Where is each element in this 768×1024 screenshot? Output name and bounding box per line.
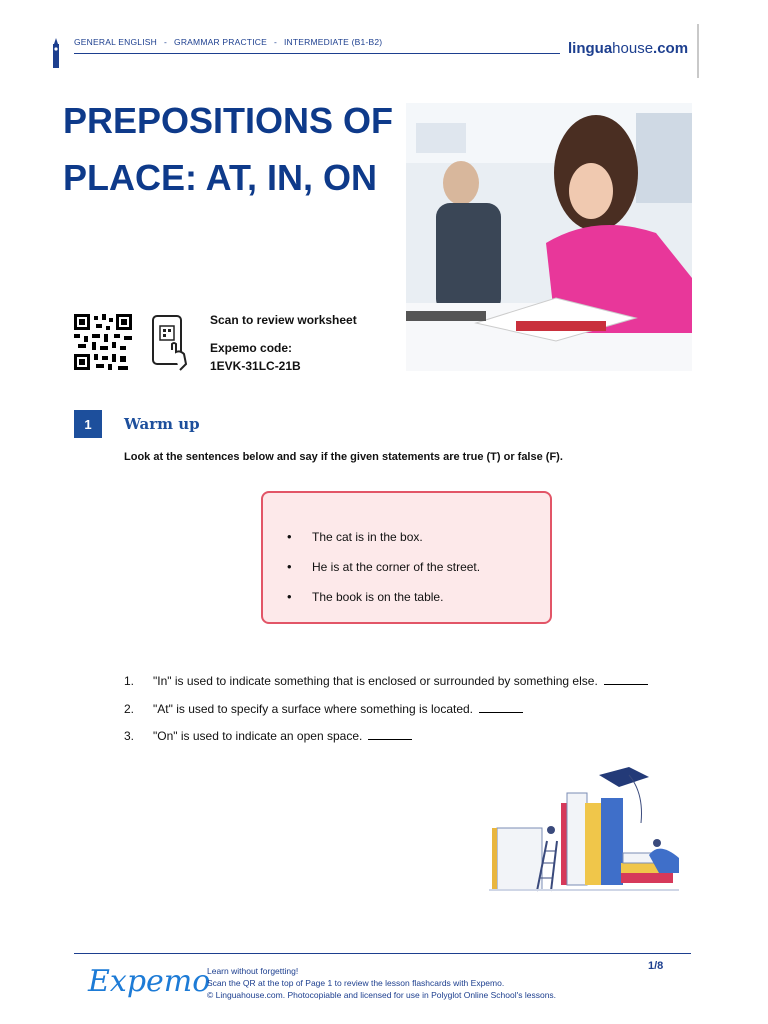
statement-item: 3. "On" is used to indicate an open space. [124, 723, 648, 751]
page-title: PREPOSITIONS OF PLACE: AT, IN, ON [63, 100, 394, 198]
section-number-badge: 1 [74, 410, 102, 438]
breadcrumb: GENERAL ENGLISH - GRAMMAR PRACTICE - INTERMEDIATE (B1-B2) [74, 37, 383, 47]
section-title: Warm up [124, 415, 200, 433]
header-vertical-rule [697, 24, 699, 78]
breadcrumb-level[interactable]: GENERAL ENGLISH [74, 37, 157, 47]
instruction-text: Look at the sentences below and say if the given statements are true (T) or false (F). [124, 451, 563, 463]
linguahouse-logo[interactable]: linguahouse.com [568, 40, 689, 57]
phone-scan-icon [150, 314, 192, 372]
answer-blank[interactable] [604, 673, 648, 685]
statement-item: 2. "At" is used to specify a surface where something is located. [124, 696, 648, 724]
example-sentence: • The cat is in the box. [287, 522, 480, 552]
statement-text: "In" is used to indicate something that is enclosed or surrounded by something else. [153, 674, 598, 688]
student-reading-photo [406, 103, 692, 371]
header-divider [74, 53, 560, 54]
breadcrumb-grade[interactable]: INTERMEDIATE (B1-B2) [284, 37, 383, 47]
breadcrumb-topic[interactable]: GRAMMAR PRACTICE [174, 37, 267, 47]
footer-copyright: © Linguahouse.com. Photocopiable and licensed for use in Polyglot Online School's lessons. [207, 990, 557, 1000]
example-sentence: • The book is on the table. [287, 582, 480, 612]
example-sentences-box [261, 491, 552, 624]
expemo-code-value: 1EVK-31LC-21B [210, 359, 301, 373]
statement-text: "At" is used to specify a surface where something is located. [153, 701, 474, 716]
expemo-code-label: Expemo code: [210, 341, 293, 355]
big-ben-icon [50, 38, 62, 70]
expemo-logo[interactable]: Expemo [88, 964, 211, 999]
scan-label: Scan to review worksheet [210, 313, 357, 327]
statement-list [124, 668, 648, 751]
answer-blank[interactable] [479, 701, 523, 713]
example-sentence: • He is at the corner of the street. [287, 552, 480, 582]
statement-item: 1. "In" is used to indicate something that is enclosed or surrounded by something else. [124, 668, 648, 696]
answer-blank[interactable] [368, 728, 412, 740]
footer-divider [74, 953, 691, 954]
footer-scan-note: Scan the QR at the top of Page 1 to review the lesson flashcards with Expemo. [207, 978, 505, 988]
books-illustration [489, 763, 689, 893]
footer-tagline: Learn without forgetting! [207, 966, 299, 976]
statement-text: "On" is used to indicate an open space. [153, 729, 363, 743]
qr-code[interactable] [74, 314, 132, 370]
page-number: 1/8 [648, 960, 664, 972]
